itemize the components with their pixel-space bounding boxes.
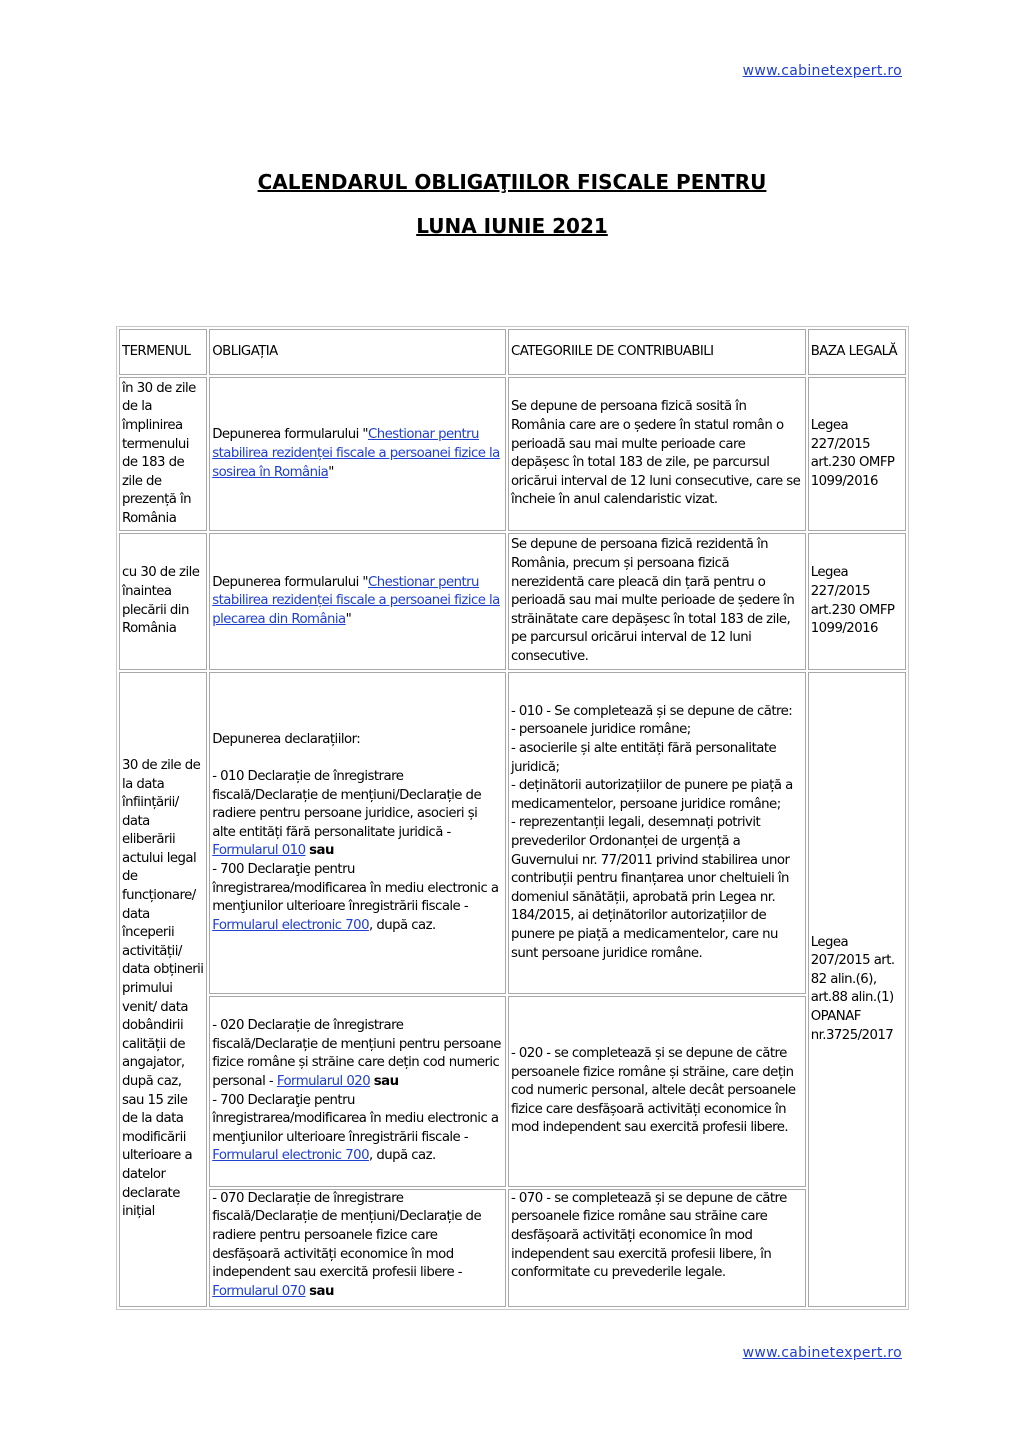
- row3-termenul: 30 de zile de la data înființării/ data eliberării actului legal de funcționare/ data începerii activității/ data obținerii primului venit/ data dobândirii calității de angajator, după caz, sau 15 zile de la data modificării ulterioare a datelor declarate inițial: [119, 672, 207, 1307]
- row1-obligatia-prefix: Depunerea formularului ": [212, 427, 368, 443]
- sau-label: sau: [309, 843, 334, 859]
- sau-label: sau: [309, 1283, 334, 1299]
- fiscal-obligations-table: [116, 326, 909, 1310]
- row3-020-text: - 020 Declarație de înregistrare fiscală/Declarație de mențiuni pentru persoane fizice române și străine care dețin cod numeric personal -: [212, 1018, 501, 1089]
- table-row: [119, 1189, 906, 1307]
- header-categoriile: CATEGORIILE DE CONTRIBUABILI: [508, 329, 806, 375]
- chestionar-plecare-link[interactable]: Chestionar pentru stabilirea rezidenței fiscale a persoanei fizice la plecarea din România: [212, 574, 500, 627]
- formularul-020-link[interactable]: Formularul 020: [276, 1073, 371, 1089]
- row1-baza: Legea 227/2015 art.230 OMFP 1099/2016: [808, 377, 906, 531]
- table-header-row: [119, 329, 906, 375]
- row3-baza: Legea 207/2015 art. 82 alin.(6), art.88 alin.(1) OPANAF nr.3725/2017: [808, 672, 906, 1307]
- row2-obligatia-suffix: ": [345, 611, 352, 627]
- row3-obligatia-020-700: [209, 996, 506, 1186]
- row1-obligatia: [209, 377, 506, 531]
- table-row: [119, 996, 906, 1186]
- row3-categoriile-010: - 010 - Se completează și se depune de către: - persoanele juridice române; - asocierile și alte entități fără personalitate juridică; - deținătorii autorizațiilor de punere pe piață a medicamentelor, persoane juridice române; - reprezentanții legali, desemnați potrivit prevederilor Ordonanței de urgență a Guvernului nr. 77/2011 privind stabilirea unor contribuții pentru finanțarea unor cheltuieli în domeniul sănătății, aprobată prin Legea nr. 184/2015, ai deținătorilor autorizațiilor de punere pe piață a medicamentelor, care nu sunt persoane juridice române.: [508, 672, 806, 995]
- table-row: [119, 377, 906, 531]
- row3-obligatia-010-700: [209, 672, 506, 995]
- row3-070-text: - 070 Declarație de înregistrare fiscală/Declarație de mențiuni/Declarație de radiere pentru persoanele fizice care desfășoară activități economice în mod independent sau exercită profesii libere -: [212, 1190, 482, 1281]
- row3-intro: Depunerea declarațiilor:: [212, 731, 361, 747]
- website-link-bottom[interactable]: www.cabinetexpert.ro: [742, 1345, 902, 1361]
- row1-obligatia-suffix: ": [328, 464, 334, 480]
- website-link-top[interactable]: www.cabinetexpert.ro: [742, 63, 902, 79]
- row2-categoriile: Se depune de persoana fizică rezidentă în România, precum și persoana fizică nerezidentă care pleacă din țară pentru o perioadă sau mai multe perioade de ședere în străinătate care depășesc în total 183 de zile, pe parcursul oricărui interval de 12 luni consecutive.: [508, 533, 806, 669]
- dupa-caz-text: , după caz.: [368, 1148, 436, 1164]
- formularul-010-link[interactable]: Formularul 010: [212, 843, 306, 859]
- row1-termenul: în 30 de zile de la împlinirea termenului de 183 de zile de prezență în România: [119, 377, 207, 531]
- document-title-line1: CALENDARUL OBLIGAŢIILOR FISCALE PENTRU: [257, 170, 767, 194]
- header-baza: BAZA LEGALĂ: [808, 329, 906, 375]
- formularul-070-link[interactable]: Formularul 070: [212, 1283, 306, 1299]
- row1-categoriile: Se depune de persoana fizică sosită în România care are o ședere în statul român o perioadă sau mai multe perioade care depășesc în total 183 de zile, pe parcursul oricărui interval de 12 luni consecutive, care se încheie în anul calendaristic vizat.: [508, 377, 806, 531]
- row3-categoriile-070: - 070 - se completează și se depune de către persoanele fizice române sau străine care desfășoară activități economice în mod independent sau exercită profesii libere, în conformitate cu prevederile legale.: [508, 1189, 806, 1307]
- row2-termenul: cu 30 de zile înaintea plecării din România: [119, 533, 207, 669]
- row3-categoriile-020: - 020 - se completează și se depune de către persoanele fizice române și străine, care dețin cod numeric personal, altele decât persoanele fizice care desfășoară activități economice în mod independent sau exercită profesii libere.: [508, 996, 806, 1186]
- chestionar-sosire-link[interactable]: Chestionar pentru stabilirea rezidenței fiscale a persoanei fizice la sosirea în România: [212, 427, 500, 480]
- dupa-caz-text: , după caz.: [368, 917, 436, 933]
- row3-700b-text: - 700 Declaraţie pentru înregistrarea/modificarea în mediu electronic a menţiunilor ulterioare înregistrării fiscale -: [212, 1092, 499, 1145]
- row2-baza: Legea 227/2015 art.230 OMFP 1099/2016: [808, 533, 906, 669]
- table-row: [119, 672, 906, 995]
- row3-obligatia-070: [209, 1189, 506, 1307]
- header-obligatia: OBLIGAȚIA: [209, 329, 506, 375]
- sau-label: sau: [373, 1073, 399, 1089]
- row3-010-text: - 010 Declarație de înregistrare fiscală/Declarație de mențiuni/Declarație de radiere pentru persoane juridice, asocieri și alte entități fără personalitate juridică -: [212, 768, 482, 840]
- table-row: [119, 533, 906, 669]
- document-title-line2: LUNA IUNIE 2021: [416, 214, 608, 238]
- formularul-700-link[interactable]: Formularul electronic 700: [212, 1148, 369, 1164]
- formularul-700-link[interactable]: Formularul electronic 700: [212, 917, 369, 933]
- row2-obligatia: [209, 533, 506, 669]
- header-termenul: TERMENUL: [119, 329, 207, 375]
- row3-700-text: - 700 Declaraţie pentru înregistrarea/modificarea în mediu electronic a menţiunilor ulterioare înregistrării fiscale -: [212, 861, 499, 915]
- row2-obligatia-prefix: Depunerea formularului ": [212, 574, 368, 590]
